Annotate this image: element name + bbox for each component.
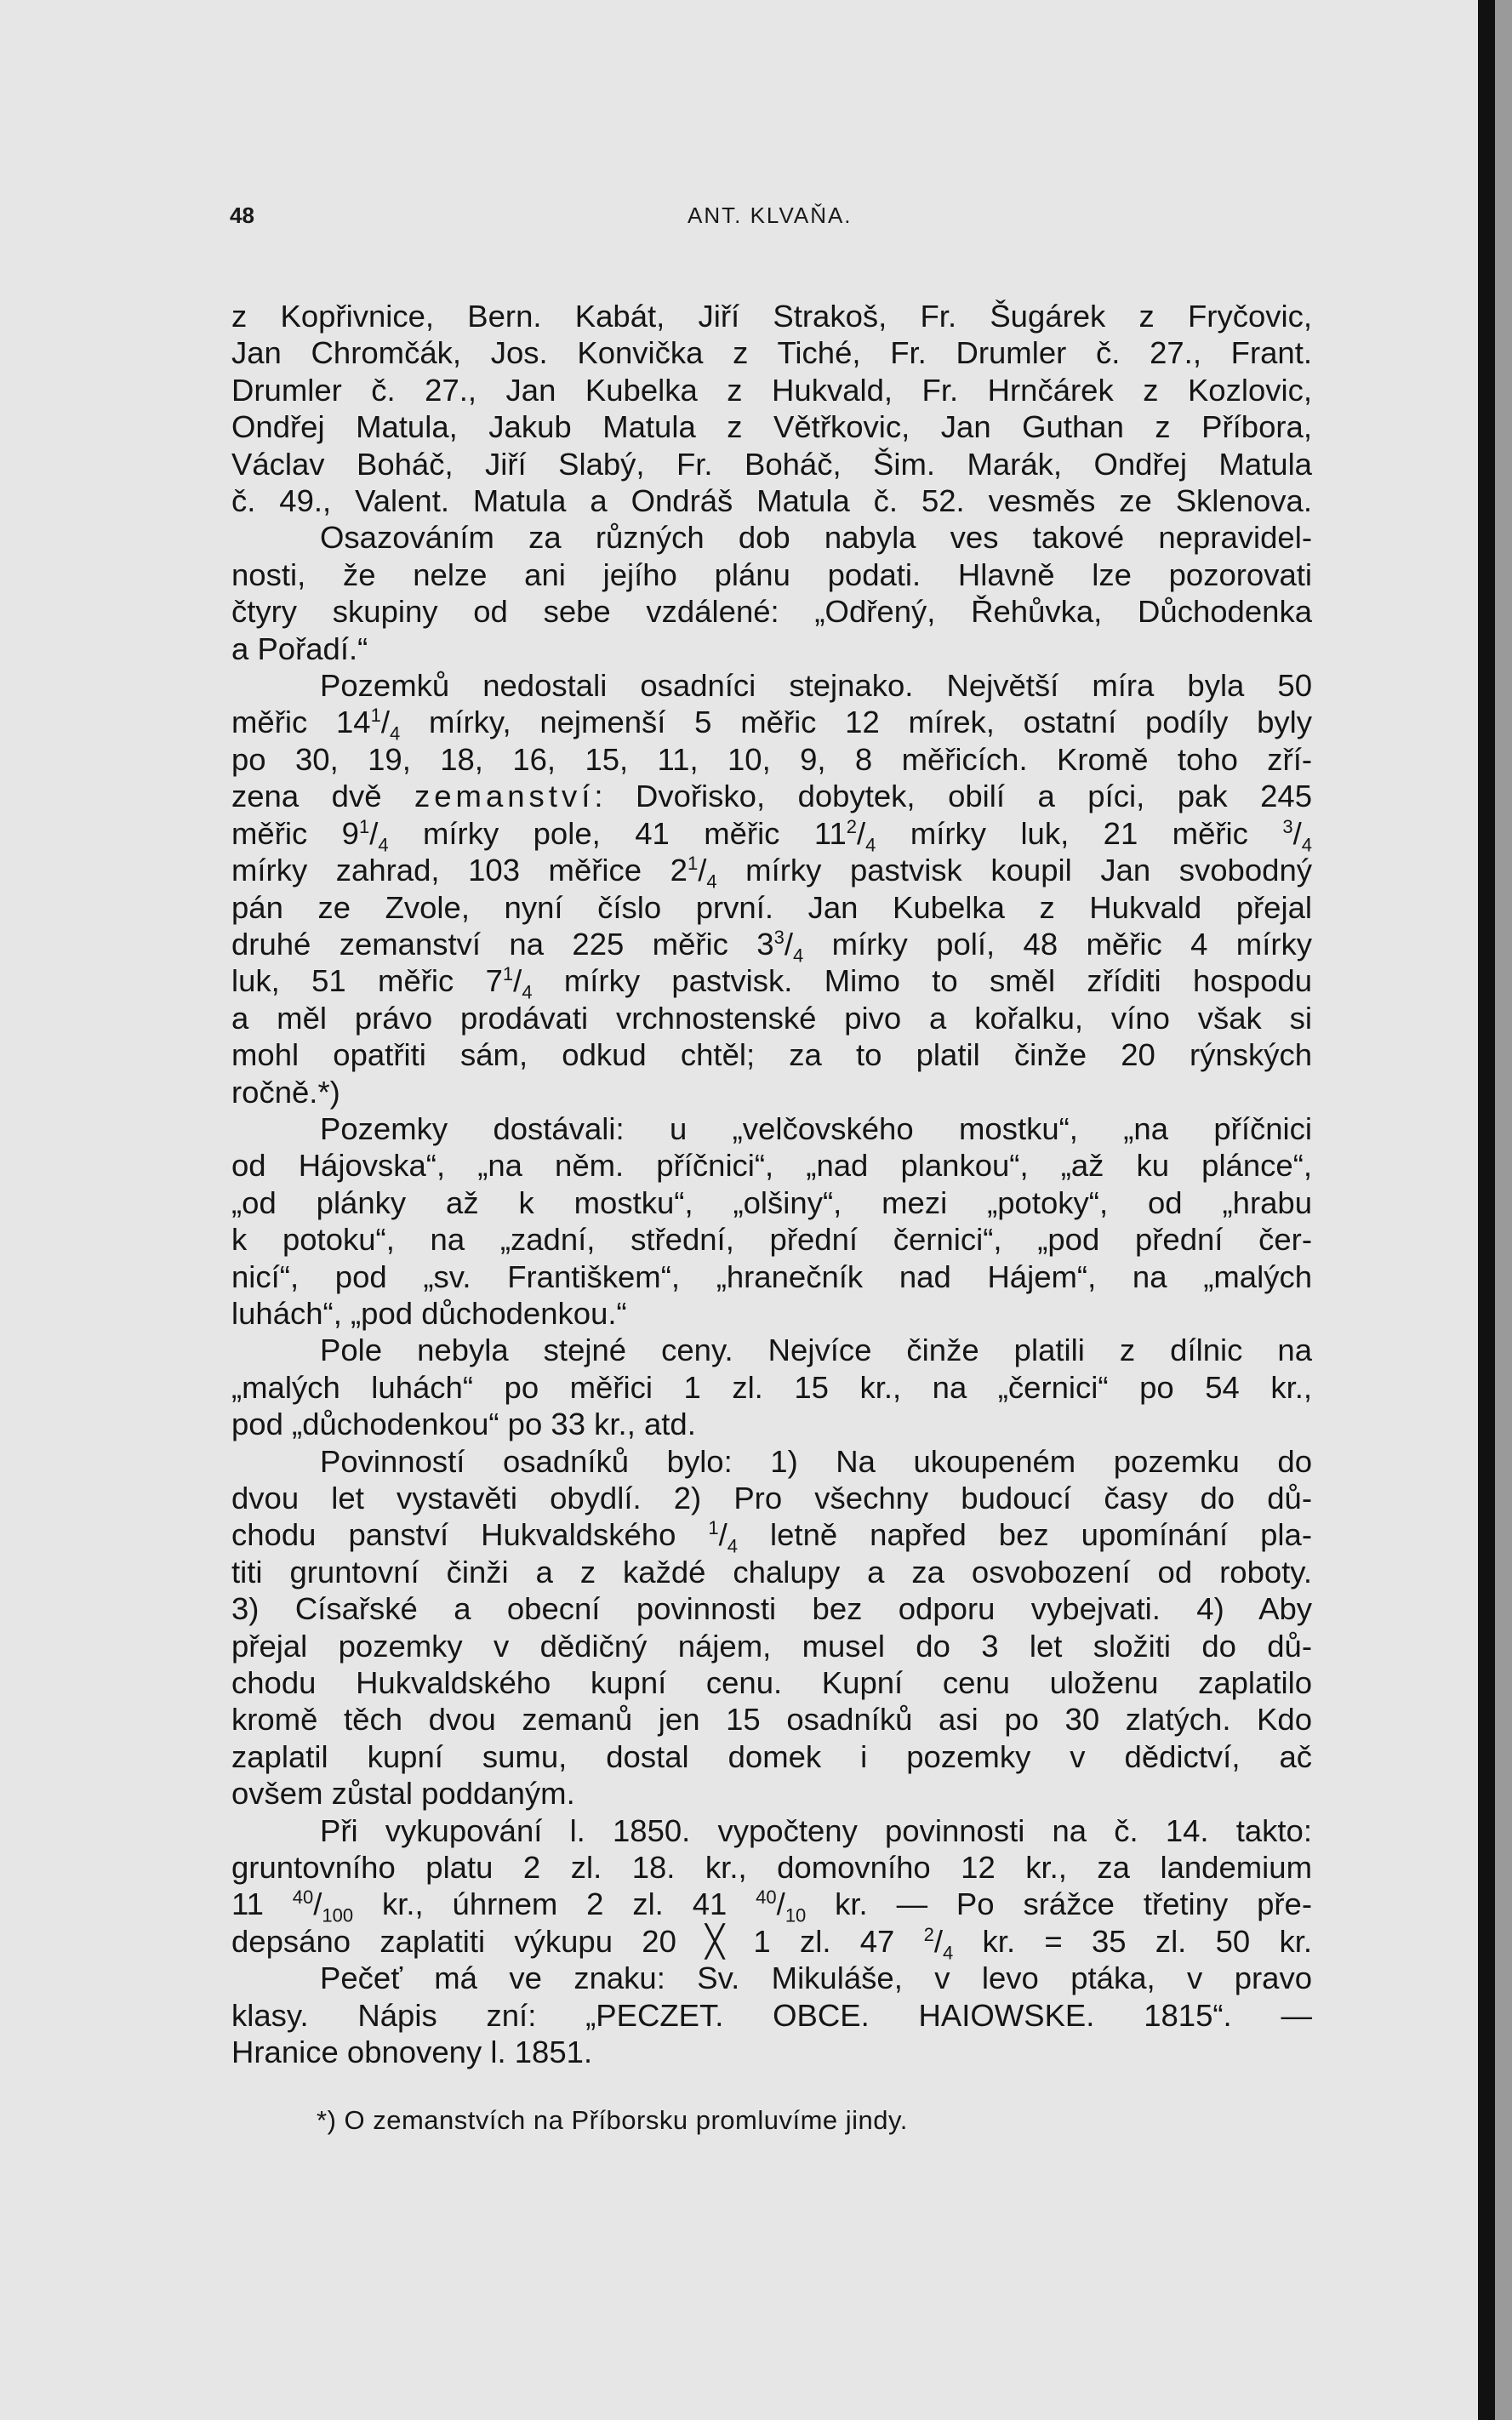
text-line [231,1923,1312,1964]
fraction-slash: / [698,853,707,888]
text-line: nicí“, pod „sv. Františkem“, „hranečník nad Hájem“, na „malých [231,1259,1312,1294]
text-fragment: měřic 14 [231,705,371,740]
text-line [231,1886,1312,1926]
text-fragment: mírky polí, 48 měřic 4 mírky [803,926,1312,962]
fraction-denominator: 4 [943,1942,954,1964]
text-fragment: luk, 51 měřic 7 [231,963,503,999]
fraction-numerator: 1 [370,705,381,727]
page-edge-shadow [1478,0,1495,2420]
text-fragment: 1 zl. 47 [724,1923,924,1959]
text-line: ovšem zůstal poddaným. [231,1776,575,1812]
text-line: gruntovního platu 2 zl. 18. kr., domovního 12 kr., za landemium [231,1850,1312,1886]
text-line [231,778,1312,814]
fraction-slash: / [380,705,390,740]
body-text [231,298,1312,2071]
text-line: „od plánky až k mostku“, „olšiny“, mezi „potoky“, od „hrabu [231,1184,1312,1220]
text-fragment: 11 [231,1886,293,1922]
fraction-numerator: 3 [773,926,785,948]
text-line: Jan Chromčák, Jos. Konvička z Tiché, Fr. Drumler č. 27., Frant. [231,335,1312,371]
text-line [231,962,1313,1003]
fraction-denominator: 100 [322,1904,354,1926]
fraction-denominator: 4 [389,722,401,745]
text-fragment: mírky pastvisk. Mimo to směl zříditi hospodu [532,963,1313,999]
fraction-slash: / [718,1517,727,1553]
text-fragment: druhé zemanství na 225 měřic 3 [231,926,774,962]
text-line: Při vykupování l. 1850. vypočteny povinnosti na č. 14. takto: [320,1812,1312,1848]
text-fragment: kr. = 35 zl. 50 kr. [953,1923,1312,1959]
text-line: Václav Boháč, Jiří Slabý, Fr. Boháč, Šim. Marák, Ondřej Matula [231,446,1312,482]
text-line: luhách“, „pod důchodenkou.“ [231,1295,627,1331]
fraction-slash: / [857,815,866,851]
text-line: Pole nebyla stejné ceny. Nejvíce činže platili z dílnic na [320,1333,1312,1368]
text-line [231,815,1312,855]
text-fragment: kr. — Po srážce třetiny pře- [806,1886,1312,1922]
fraction-numerator: 40 [292,1886,314,1909]
fraction-slash: / [513,963,522,999]
fraction-denominator: 4 [522,981,533,1003]
text-line: od Hájovska“, „na něm. příčnici“, „nad plankou“, „až ku plánce“, [231,1148,1312,1184]
text-line: Ondřej Matula, Jakub Matula z Větřkovic, Jan Guthan z Příbora, [231,409,1312,445]
text-fragment: kr., úhrnem 2 zl. 41 [353,1886,756,1922]
fraction-denominator: 4 [865,833,876,855]
text-line: po 30, 19, 18, 16, 15, 11, 10, 9, 8 měřicích. Kromě toho zří- [231,741,1312,777]
text-fragment: mírky zahrad, 103 měřice 2 [231,853,688,888]
text-line: z Kopřivnice, Bern. Kabát, Jiří Strakoš, Fr. Šugárek z Fryčovic, [231,299,1312,334]
fraction-slash: / [776,1886,785,1922]
fraction-numerator: 1 [502,963,514,985]
text-line: chodu Hukvaldského kupní cenu. Kupní cenu uloženu zaplatilo [231,1665,1312,1701]
text-line: pán ze Zvole, nyní číslo první. Jan Kubelka z Hukvald přejal [231,889,1312,925]
text-fragment: letně napřed bez upomínání pla- [738,1517,1312,1553]
fraction-slash: / [313,1886,322,1922]
text-line: Hranice obnoveny l. 1851. [231,2035,593,2070]
text-line: dvou let vystavěti obydlí. 2) Pro všechny budoucí časy do dů- [231,1481,1312,1515]
fraction-denominator: 4 [706,870,717,893]
fraction-numerator: 40 [756,1886,777,1909]
text-fragment: : Dvořisko, dobytek, obilí a píci, pak 245 [594,779,1312,814]
text-line: kromě těch dvou zemanů jen 15 osadníků asi po 30 zlatých. Kdo [231,1702,1312,1738]
text-line: „malých luhách“ po měřici 1 zl. 15 kr., na „černici“ po 54 kr., [231,1369,1312,1405]
text-fragment: chodu panství Hukvaldského [231,1517,709,1553]
text-fragment: depsáno zaplatiti výkupu 20 [231,1923,706,1959]
text-fragment: měřic 9 [231,815,359,851]
text-line: č. 49., Valent. Matula a Ondráš Matula č. 52. vesměs ze Sklenova. [231,483,1312,519]
text-fragment: mírky, nejmenší 5 měřic 12 mírek, ostatní podíly byly [400,705,1312,740]
fraction-numerator: 1 [687,852,699,874]
text-fragment: mírky luk, 21 měřic [876,815,1283,851]
text-line: mohl opatřiti sám, odkud chtěl; za to platil činže 20 rýnských [231,1037,1312,1073]
text-line: nosti, že nelze ani jejího plánu podati. Hlavně lze pozorovati [231,556,1312,592]
fraction-numerator: 2 [846,815,857,837]
page-number: 48 [230,203,254,228]
text-line: Pozemků nedostali osadníci stejnako. Největší míra byla 50 [320,668,1312,704]
text-line: a Pořadí.“ [231,631,368,666]
spaced-term: zemanství [414,779,595,814]
fraction-numerator: 3 [1282,815,1293,837]
fraction-slash: / [784,926,793,962]
text-line [231,926,1312,967]
text-line [231,704,1312,745]
running-head: ANT. KLVAŇA. [688,203,853,228]
text-line: čtyry skupiny od sebe vzdálené: „Odřený, Řehůvka, Důchodenka [231,594,1312,630]
text-line [231,852,1312,893]
fraction-denominator: 4 [792,945,804,967]
text-line: k potoku“, na „zadní, střední, přední černici“, „pod přední čer- [231,1222,1312,1258]
text-line: pod „důchodenkou“ po 33 kr., atd. [231,1407,696,1442]
multiplication-sign: ╳ [705,1923,725,1959]
text-line: Osazováním za různých dob nabyla ves takové nepravidel- [320,520,1312,556]
text-fragment: zena dvě [231,779,382,814]
text-line: 3) Císařské a obecní povinnosti bez odporu vybejvati. 4) Aby [231,1591,1312,1627]
fraction-denominator: 4 [378,833,389,855]
text-line: Drumler č. 27., Jan Kubelka z Hukvald, Fr. Hrnčárek z Kozlovic, [231,372,1312,408]
text-line: klasy. Nápis zní: „PECZET. OBCE. HAIOWSKE. 1815“. — [231,1997,1312,2033]
text-line: zaplatil kupní sumu, dostal domek i pozemky v dědictví, ač [231,1738,1312,1774]
fraction-numerator: 2 [923,1923,934,1945]
fraction-slash: / [933,1923,944,1959]
footnote: *) O zemanstvích na Příborsku promluvíme jindy. [317,2105,908,2135]
fraction-denominator: 4 [727,1535,739,1557]
fraction-denominator: 4 [1301,833,1312,855]
text-line: titi gruntovní činži a z každé chalupy a za osvobození od roboty. [231,1554,1312,1590]
text-line: a měl právo prodávati vrchnostenské pivo a kořalku, víno však si [231,1000,1312,1036]
text-fragment: mírky pole, 41 měřic 11 [388,815,847,851]
text-fragment: mírky pastvisk koupil Jan svobodný [716,853,1312,888]
text-line: ročně.*) [231,1074,340,1110]
fraction-numerator: 1 [708,1517,719,1539]
text-line: Pozemky dostávali: u „velčovského mostku“, „na příčnici [320,1110,1312,1146]
page-header [230,203,1319,237]
text-line: přejal pozemky v dědičný nájem, musel do 3 let složiti do dů- [231,1628,1312,1664]
text-line [231,1516,1312,1557]
fraction-slash: / [369,815,379,851]
fraction-denominator: 10 [785,1904,807,1926]
fraction-numerator: 1 [358,815,370,837]
text-line: Povinností osadníků bylo: 1) Na ukoupeném pozemku do [320,1443,1312,1479]
fraction-slash: / [1292,815,1302,851]
text-line: Pečeť má ve znaku: Sv. Mikuláše, v levo ptáka, v pravo [320,1961,1312,1996]
